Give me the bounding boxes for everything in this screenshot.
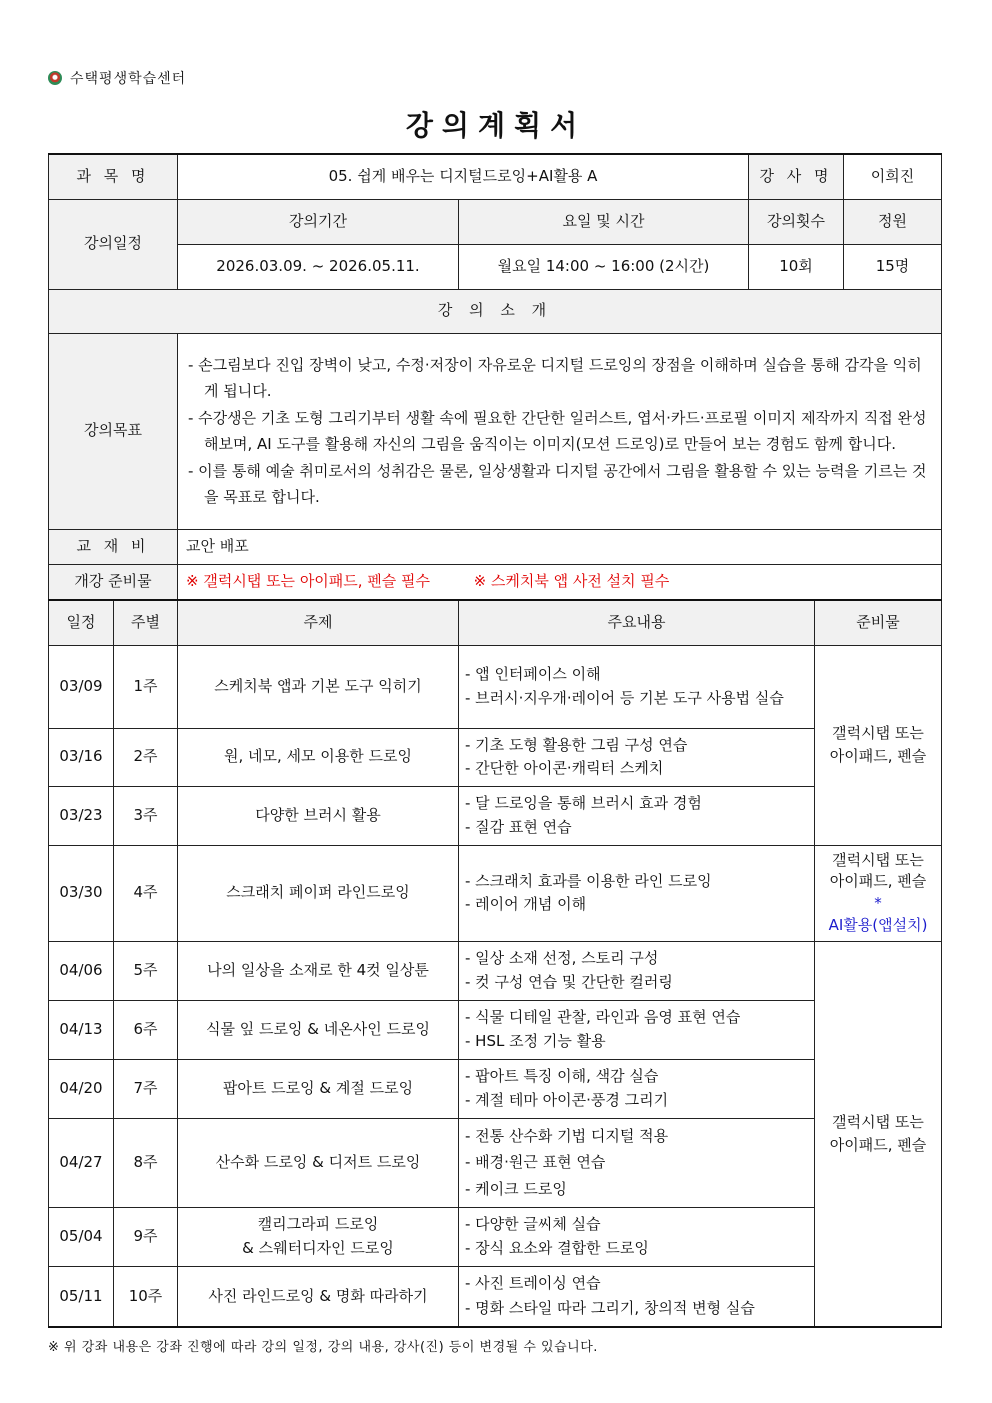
table-row [49, 786, 942, 845]
row-content [459, 1118, 815, 1207]
table-row [49, 728, 942, 786]
row-date: 05/11 [49, 1266, 114, 1327]
row-date: 03/09 [49, 645, 114, 728]
row-topic: 식물 잎 드로잉 & 네온사인 드로잉 [178, 1000, 459, 1059]
row-content [459, 1000, 815, 1059]
table-row [49, 941, 942, 1000]
period-value: 2026.03.09. ~ 2026.05.11. [178, 244, 459, 289]
org-logo-icon [48, 71, 62, 85]
content-item: - 스크래치 효과를 이용한 라인 드로잉 [465, 871, 712, 890]
capacity-label: 정원 [844, 199, 942, 244]
col-header-topic: 주제 [178, 600, 459, 645]
table-row [49, 1059, 942, 1118]
prep-line: 아이패드, 펜슬 [829, 1135, 927, 1154]
content-item: - 식물 디테일 관찰, 라인과 음영 표현 연습 [465, 1008, 741, 1027]
row-date: 03/30 [49, 845, 114, 941]
subject-label: 과 목 명 [49, 154, 178, 199]
count-value: 10회 [749, 244, 844, 289]
prep-line: 갤럭시탭 또는 [832, 850, 924, 869]
objective-item: - 손그림보다 진입 장벽이 낮고, 수정·저장이 자유로운 디지털 드로잉의 장점을 이해하며 실습을 통해 감각을 익히게 됩니다. [188, 355, 922, 400]
row-week: 4주 [114, 845, 178, 941]
row-week: 2주 [114, 728, 178, 786]
content-item: - 달 드로잉을 통해 브러시 효과 경험 [465, 794, 702, 813]
row-content [459, 728, 815, 786]
prep-line: 갤럭시탭 또는 [832, 1112, 924, 1131]
row-prep [815, 645, 942, 845]
row-date: 04/13 [49, 1000, 114, 1059]
row-week: 1주 [114, 645, 178, 728]
row-content [459, 1266, 815, 1327]
objective-label: 강의목표 [49, 333, 178, 529]
row-topic: 산수화 드로잉 & 디저트 드로잉 [178, 1118, 459, 1207]
page-title: 강의계획서 [405, 109, 587, 142]
content-item: - HSL 조정 기능 활용 [465, 1031, 606, 1050]
supplies-value [178, 564, 942, 599]
row-week: 3주 [114, 786, 178, 845]
content-item: - 장식 요소와 결합한 드로잉 [465, 1238, 649, 1257]
prep-star: * [874, 894, 882, 912]
table-row [49, 1207, 942, 1266]
textbook-value: 교안 배포 [178, 529, 942, 564]
topic-line: & 스웨터디자인 드로잉 [242, 1238, 394, 1257]
row-week: 5주 [114, 941, 178, 1000]
content-item: - 전통 산수화 기법 디지털 적용 [465, 1127, 669, 1146]
org-name: 수택평생학습센터 [70, 71, 187, 87]
row-topic: 사진 라인드로잉 & 명화 따라하기 [178, 1266, 459, 1327]
row-date: 05/04 [49, 1207, 114, 1266]
course-info-table [48, 153, 942, 600]
row-week: 8주 [114, 1118, 178, 1207]
supplies-label: 개강 준비물 [49, 564, 178, 599]
row-prep [815, 941, 942, 1327]
content-item: - 컷 구성 연습 및 간단한 컬러링 [465, 972, 673, 991]
row-date: 04/06 [49, 941, 114, 1000]
row-date: 03/16 [49, 728, 114, 786]
content-item: - 팝아트 특징 이해, 색감 실습 [465, 1067, 659, 1086]
row-content [459, 645, 815, 728]
row-week: 6주 [114, 1000, 178, 1059]
row-week: 7주 [114, 1059, 178, 1118]
row-week: 10주 [114, 1266, 178, 1327]
content-item: - 레이어 개념 이해 [465, 895, 587, 913]
row-topic [178, 1207, 459, 1266]
row-content [459, 941, 815, 1000]
objective-item: - 이를 통해 예술 취미로서의 성취감은 물론, 일상생활과 디지털 공간에서 그림을 활용할 수 있는 능력을 기르는 것을 목표로 합니다. [188, 461, 927, 506]
capacity-value: 15명 [844, 244, 942, 289]
row-topic: 다양한 브러시 활용 [178, 786, 459, 845]
count-label: 강의횟수 [749, 199, 844, 244]
prep-line: 갤럭시탭 또는 [832, 723, 924, 742]
content-item: - 일상 소재 선정, 스토리 구성 [465, 949, 659, 968]
content-item: - 기초 도형 활용한 그림 구성 연습 [465, 735, 688, 754]
content-item: - 간단한 아이콘·캐릭터 스케치 [465, 759, 664, 777]
prep-line: 아이패드, 펜슬 [829, 872, 927, 891]
row-content [459, 786, 815, 845]
content-item: - 앱 인터페이스 이해 [465, 665, 601, 684]
subject-value: 05. 쉽게 배우는 디지털드로잉+AI활용 A [178, 154, 749, 199]
row-content [459, 845, 815, 941]
table-row [49, 1266, 942, 1327]
row-date: 04/27 [49, 1118, 114, 1207]
prep-ai-note: AI활용(앱설치) [828, 915, 928, 934]
row-week: 9주 [114, 1207, 178, 1266]
col-header-week: 주별 [114, 600, 178, 645]
topic-line: 캘리그라피 드로잉 [257, 1215, 379, 1234]
textbook-label: 교 재 비 [49, 529, 178, 564]
period-label: 강의기간 [178, 199, 459, 244]
content-item: - 다양한 글씨체 실습 [465, 1215, 601, 1234]
instructor-label: 강 사 명 [749, 154, 844, 199]
weekly-schedule-table [48, 599, 942, 1328]
content-item: - 명화 스타일 따라 그리기, 창의적 변형 실습 [465, 1299, 755, 1318]
row-content [459, 1207, 815, 1266]
row-topic: 팝아트 드로잉 & 계절 드로잉 [178, 1059, 459, 1118]
content-item: - 브러시·지우개·레이어 등 기본 도구 사용법 실습 [465, 688, 784, 707]
objective-content [178, 333, 942, 529]
table-row [49, 1000, 942, 1059]
schedule-label: 강의일정 [49, 199, 178, 289]
row-content [459, 1059, 815, 1118]
instructor-value: 이희진 [844, 154, 942, 199]
objective-item: - 수강생은 기초 도형 그리기부터 생활 속에 필요한 간단한 일러스트, 엽서·카드·프로필 이미지 제작까지 직접 완성해보며, AI 도구를 활용해 자신의 그림을 움직이는 이미지(모션 드로잉)로 만들어 보는 경험도 함께 합니다. [188, 408, 927, 453]
row-topic: 스크래치 페이퍼 라인드로잉 [178, 845, 459, 941]
organization-header [48, 68, 186, 88]
row-prep [815, 845, 942, 941]
row-date: 04/20 [49, 1059, 114, 1118]
col-header-date: 일정 [49, 600, 114, 645]
content-item: - 질감 표현 연습 [465, 817, 572, 836]
day-time-value: 월요일 14:00 ~ 16:00 (2시간) [459, 244, 749, 289]
table-row [49, 1118, 942, 1207]
col-header-content: 주요내용 [459, 600, 815, 645]
row-topic: 원, 네모, 세모 이용한 드로잉 [178, 728, 459, 786]
col-header-prep: 준비물 [815, 600, 942, 645]
prep-line: 아이패드, 펜슬 [829, 747, 927, 765]
row-date: 03/23 [49, 786, 114, 845]
day-time-label: 요일 및 시간 [459, 199, 749, 244]
content-item: - 계절 테마 아이콘·풍경 그리기 [465, 1090, 669, 1109]
supplies-item: ※ 갤럭시탭 또는 아이패드, 펜슬 필수 [186, 571, 431, 590]
content-item: - 배경·원근 표현 연습 [465, 1153, 606, 1172]
row-topic: 스케치북 앱과 기본 도구 익히기 [178, 645, 459, 728]
footer-note: ※ 위 강좌 내용은 강좌 진행에 따라 강의 일정, 강의 내용, 강사(진) 등이 변경될 수 있습니다. [48, 1340, 598, 1355]
table-row [49, 645, 942, 728]
content-item: - 사진 트레이싱 연습 [465, 1273, 601, 1292]
row-topic: 나의 일상을 소재로 한 4컷 일상툰 [178, 941, 459, 1000]
intro-heading: 강 의 소 개 [49, 289, 942, 333]
supplies-item: ※ 스케치북 앱 사전 설치 필수 [473, 571, 670, 590]
table-row [49, 845, 942, 941]
content-item: - 케이크 드로잉 [465, 1179, 567, 1198]
